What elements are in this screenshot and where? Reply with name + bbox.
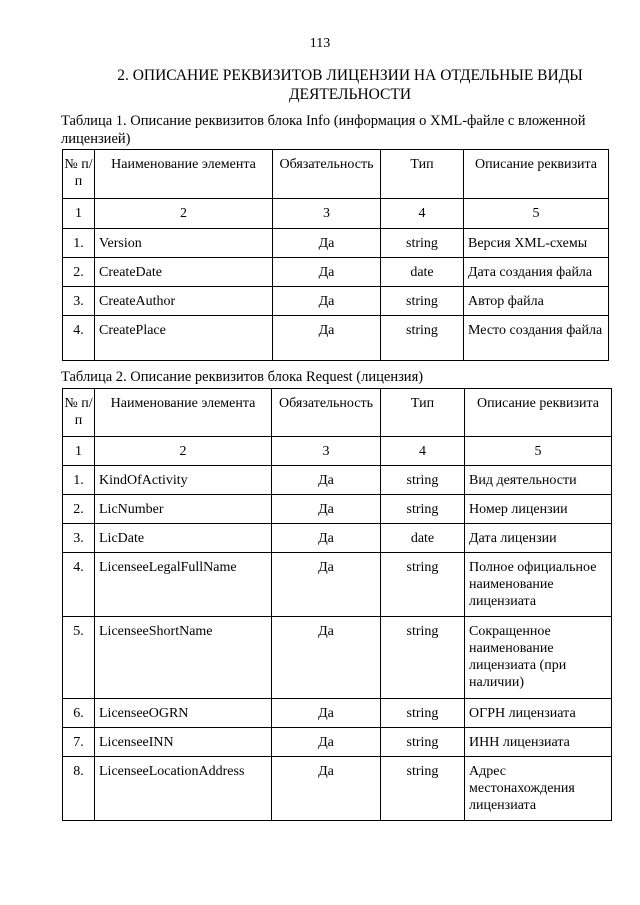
cell-num: 2. (63, 495, 95, 524)
index-cell: 5 (464, 199, 609, 229)
cell-required: Да (272, 524, 381, 553)
cell-type: string (381, 617, 465, 699)
cell-type: string (381, 229, 464, 258)
table1-caption: Таблица 1. Описание реквизитов блока Info (информация о XML-файле с вложенной лицензией) (61, 113, 586, 147)
table-row (63, 316, 609, 361)
header-required: Обязательность (272, 389, 381, 437)
cell-type: string (381, 316, 464, 361)
header-name: Наименование элемента (95, 389, 272, 437)
cell-required: Да (272, 699, 381, 728)
table-row (63, 757, 612, 821)
cell-required: Да (272, 728, 381, 757)
cell-desc: Адрес местонахождения лицензиата (465, 757, 612, 821)
cell-name: LicenseeOGRN (95, 699, 272, 728)
cell-required: Да (272, 495, 381, 524)
cell-desc: Дата создания файла (464, 258, 609, 287)
cell-num: 4. (63, 553, 95, 617)
table-row (63, 229, 609, 258)
cell-required: Да (273, 258, 381, 287)
table2 (62, 388, 612, 821)
cell-required: Да (272, 553, 381, 617)
cell-num: 8. (63, 757, 95, 821)
index-row (63, 437, 612, 466)
cell-num: 4. (63, 316, 95, 361)
header-num: № п/п (63, 150, 95, 199)
cell-required: Да (272, 617, 381, 699)
index-cell: 1 (63, 199, 95, 229)
page-number: 113 (309, 36, 331, 51)
cell-num: 1. (63, 466, 95, 495)
table-row (63, 495, 612, 524)
cell-type: string (381, 287, 464, 316)
cell-name: CreatePlace (95, 316, 273, 361)
header-name: Наименование элемента (95, 150, 273, 199)
table1 (62, 149, 609, 361)
cell-name: CreateAuthor (95, 287, 273, 316)
cell-type: string (381, 728, 465, 757)
index-cell: 1 (63, 437, 95, 466)
cell-name: LicenseeINN (95, 728, 272, 757)
table-header-row (63, 150, 609, 199)
header-type: Тип (381, 150, 464, 199)
cell-num: 2. (63, 258, 95, 287)
cell-name: LicNumber (95, 495, 272, 524)
header-desc: Описание реквизита (464, 150, 609, 199)
header-required: Обязательность (273, 150, 381, 199)
cell-desc: Сокращенное наименование лицензиата (при наличии) (465, 617, 612, 699)
cell-name: LicDate (95, 524, 272, 553)
cell-type: string (381, 466, 465, 495)
header-num: № п/п (63, 389, 95, 437)
table-header-row (63, 389, 612, 437)
cell-num: 7. (63, 728, 95, 757)
table-row (63, 553, 612, 617)
cell-type: date (381, 258, 464, 287)
header-type: Тип (381, 389, 465, 437)
cell-desc: Номер лицензии (465, 495, 612, 524)
cell-type: date (381, 524, 465, 553)
table-row (63, 466, 612, 495)
index-row (63, 199, 609, 229)
index-cell: 2 (95, 199, 273, 229)
cell-required: Да (272, 757, 381, 821)
table-row (63, 524, 612, 553)
cell-desc: Версия XML-схемы (464, 229, 609, 258)
cell-required: Да (273, 287, 381, 316)
cell-desc: Полное официальное наименование лицензиата (465, 553, 612, 617)
cell-required: Да (272, 466, 381, 495)
table-row (63, 258, 609, 287)
cell-desc: Вид деятельности (465, 466, 612, 495)
index-cell: 2 (95, 437, 272, 466)
cell-desc: Место создания файла (464, 316, 609, 361)
index-cell: 4 (381, 199, 464, 229)
cell-num: 6. (63, 699, 95, 728)
table-row (63, 699, 612, 728)
cell-type: string (381, 495, 465, 524)
index-cell: 3 (272, 437, 381, 466)
cell-num: 3. (63, 524, 95, 553)
cell-num: 3. (63, 287, 95, 316)
header-desc: Описание реквизита (465, 389, 612, 437)
cell-num: 5. (63, 617, 95, 699)
cell-required: Да (273, 316, 381, 361)
index-cell: 5 (465, 437, 612, 466)
cell-type: string (381, 699, 465, 728)
table2-caption: Таблица 2. Описание реквизитов блока Request (лицензия) (61, 369, 424, 385)
cell-desc: Дата лицензии (465, 524, 612, 553)
index-cell: 4 (381, 437, 465, 466)
cell-name: KindOfActivity (95, 466, 272, 495)
table-row (63, 617, 612, 699)
cell-type: string (381, 553, 465, 617)
cell-name: LicenseeLegalFullName (95, 553, 272, 617)
cell-desc: ИНН лицензиата (465, 728, 612, 757)
table-row (63, 728, 612, 757)
cell-required: Да (273, 229, 381, 258)
cell-name: LicenseeShortName (95, 617, 272, 699)
table-row (63, 287, 609, 316)
cell-name: Version (95, 229, 273, 258)
cell-type: string (381, 757, 465, 821)
cell-name: LicenseeLocationAddress (95, 757, 272, 821)
section-heading: 2. ОПИСАНИЕ РЕКВИЗИТОВ ЛИЦЕНЗИИ НА ОТДЕЛЬНЫЕ ВИДЫ ДЕЯТЕЛЬНОСТИ (117, 67, 583, 103)
cell-name: CreateDate (95, 258, 273, 287)
cell-desc: Автор файла (464, 287, 609, 316)
cell-num: 1. (63, 229, 95, 258)
index-cell: 3 (273, 199, 381, 229)
cell-desc: ОГРН лицензиата (465, 699, 612, 728)
